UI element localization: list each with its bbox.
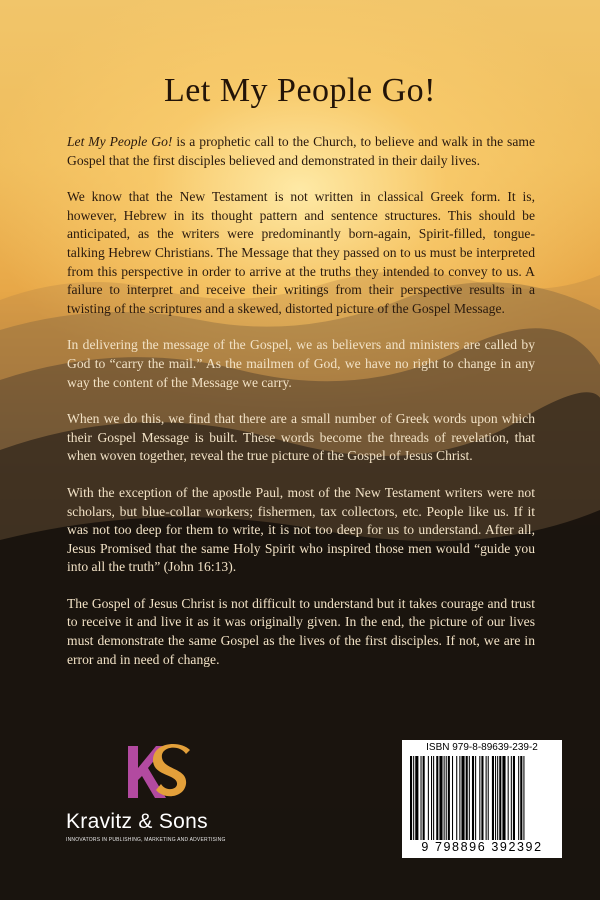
ean-digits: 9 798896 392392 — [421, 840, 543, 854]
barcode-bar — [452, 756, 453, 840]
blurb-paragraph-3: In delivering the message of the Gospel, we as believers and ministers are called by God to “carry the mail.” As the mailmen of God, we have no right to change in any way the content of the Message we carry. — [67, 337, 535, 390]
barcode-bar — [439, 756, 442, 840]
barcode-bar — [456, 756, 457, 840]
publisher-logo — [66, 740, 266, 850]
barcode-bar — [448, 756, 450, 840]
publisher-tagline: INNOVATORS IN PUBLISHING, MARKETING AND ADVERTISING — [66, 837, 226, 843]
book-title: Let My People Go! — [164, 72, 436, 109]
barcode-bar — [469, 756, 470, 840]
barcode-bar — [410, 756, 412, 840]
barcode-bar — [428, 756, 429, 840]
barcode-bar — [446, 756, 447, 840]
barcode-bar — [502, 756, 505, 840]
barcode-bar — [481, 756, 483, 840]
ks-monogram-icon — [122, 740, 192, 804]
barcode-bar — [459, 756, 460, 840]
barcode-bar — [475, 756, 476, 840]
barcode-bar — [423, 756, 425, 840]
barcode-bar — [413, 756, 414, 840]
barcode-bar — [415, 756, 418, 840]
blurb-paragraph-1-text: is a prophetic call to the Church, to believe and walk in the same Gospel that the first disciples believed and demonstrated in their daily lives. — [67, 134, 535, 168]
barcode-bar — [523, 756, 524, 840]
barcode-bar — [488, 756, 489, 840]
blurb-paragraph-6: The Gospel of Jesus Christ is not difficult to understand but it takes courage and trust to receive it and live it as it was originally given. In the end, the picture of our lives must demonstrate the same Gospel as the lives of the first disciples. If not, we are in error and in need of change. — [67, 595, 535, 667]
barcode-bar — [492, 756, 494, 840]
barcode-bar — [472, 756, 474, 840]
barcode-bars — [410, 756, 556, 840]
book-title-inline: Let My People Go! — [67, 134, 173, 149]
isbn-barcode — [402, 740, 562, 858]
barcode-bar — [461, 756, 464, 840]
barcode-bar — [479, 756, 480, 840]
blurb-paragraph-1 — [67, 133, 535, 170]
barcode-bar — [495, 756, 496, 840]
barcode-bar — [486, 756, 487, 840]
barcode-bar — [518, 756, 519, 840]
blurb-paragraph-4: When we do this, we find that there are a small number of Greek words upon which their Gospel Message is built. These words become the threads of revelation, that when woven together, reveal the true picture of the Gospel of Jesus Christ. — [67, 411, 535, 464]
barcode-bar — [497, 756, 498, 840]
barcode-bar — [421, 756, 422, 840]
barcode-bar — [511, 756, 512, 840]
barcode-bar — [444, 756, 445, 840]
barcode-bar — [508, 756, 509, 840]
publisher-name: Kravitz & Sons — [66, 810, 208, 833]
back-cover-blurb — [67, 133, 535, 687]
barcode-bar — [436, 756, 438, 840]
blurb-paragraph-5: With the exception of the apostle Paul, most of the New Testament writers were not scholars, but blue-collar workers; fishermen, tax collectors, etc. People like us. If it was not too deep for them to write, it is not too deep for us to understand. After all, Jesus Promised that the same Holy Spirit who inspired those men would “guide you into all the truth” (John 16:13). — [67, 484, 535, 575]
barcode-bar — [466, 756, 468, 840]
barcode-bar — [433, 756, 434, 840]
barcode-bar — [513, 756, 515, 840]
barcode-bar — [431, 756, 432, 840]
barcode-bar — [499, 756, 501, 840]
blurb-paragraph-2: We know that the New Testament is not written in classical Greek form. It is, however, Hebrew in its thought pattern and sentence structures. This should be anticipated, as the writers were predominantly born-again, Spirit-filled, tongue-talking Hebrew Christians. The Message that they passed on to us must be interpreted from this perspective in order to arrive at the truths they intended to convey to us. A failure to interpret and receive their writings from their perspective results in a twisting of the scriptures and a skewed, distorted picture of the Gospel Message. — [67, 189, 535, 316]
barcode-bar — [520, 756, 522, 840]
isbn-number: ISBN 979-8-89639-239-2 — [426, 742, 538, 753]
